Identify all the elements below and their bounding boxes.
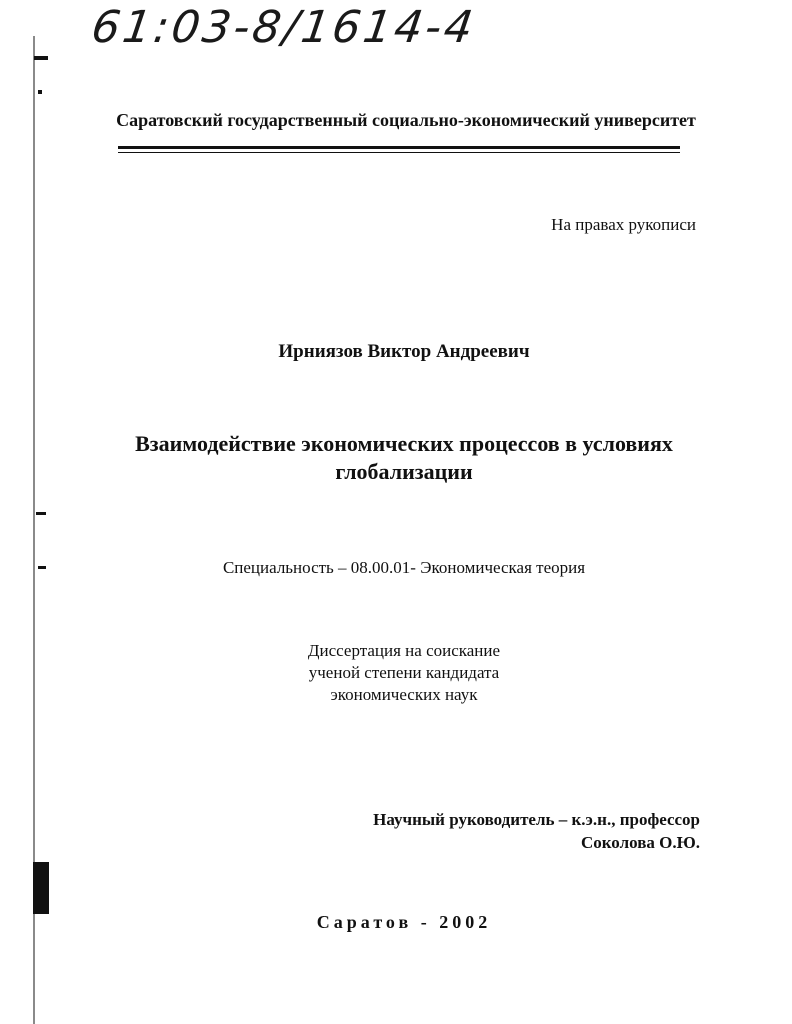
city-year: Саратов - 2002 [316, 912, 492, 932]
university-name: Саратовский государственный социально-экономический университет [116, 110, 696, 130]
degree-statement [0, 640, 792, 706]
degree-line: ученой степени кандидата [308, 663, 500, 682]
scan-mark [36, 512, 46, 515]
degree-line: экономических наук [330, 685, 478, 704]
title-line: глобализации [335, 459, 473, 484]
supervisor-title: Научный руководитель – к.э.н., профессор [373, 810, 700, 829]
supervisor-name: Соколова О.Ю. [580, 833, 700, 852]
scan-mark [34, 56, 48, 60]
scan-mark [38, 90, 42, 94]
header-rule-thick [118, 146, 680, 149]
handwritten-archive-code: 61:03-8/1614-4 [88, 2, 479, 53]
scan-mark [33, 862, 49, 914]
specialty: Специальность – 08.00.01- Экономическая теория [222, 558, 586, 577]
degree-line: Диссертация на соискание [307, 641, 501, 660]
author-name: Ирниязов Виктор Андреевич [278, 341, 530, 362]
dissertation-title [0, 430, 792, 486]
title-line: Взаимодействие экономических процессов в условиях [135, 431, 673, 456]
supervisor-block [373, 808, 700, 854]
header-rule-thin [118, 152, 680, 153]
rights-note: На правах рукописи [551, 215, 696, 234]
